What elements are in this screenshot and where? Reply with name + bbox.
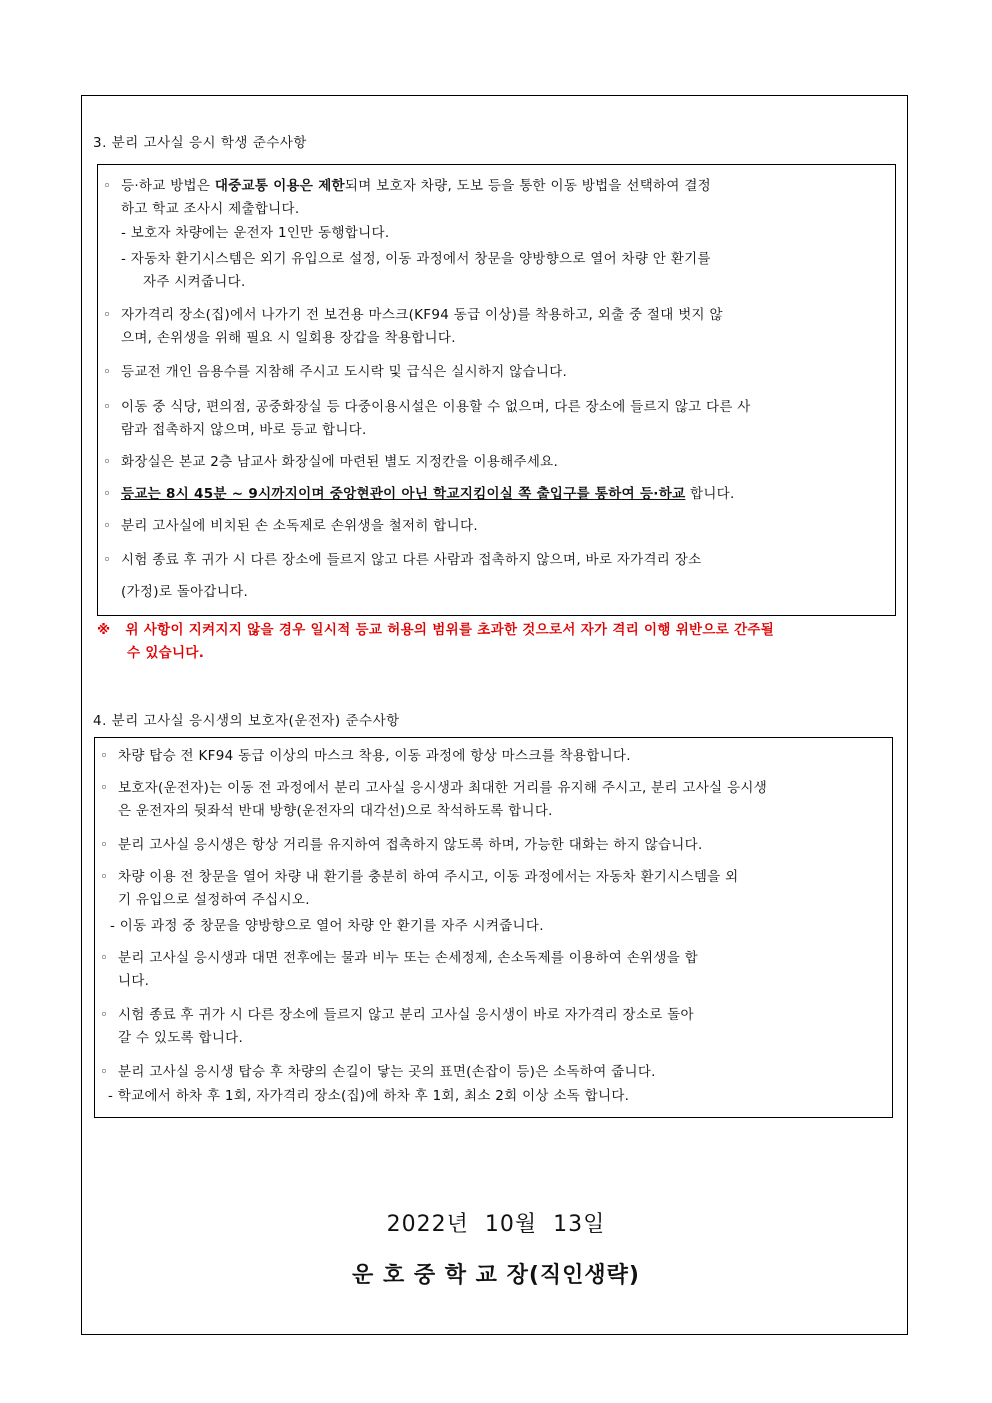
section3-item-1: ◦ 등·하교 방법은 대중교통 이용은 제한되며 보호자 차량, 도보 등을 통한 이동 방법을 선택하여 결정 하고 학교 조사시 제출합니다. [103,175,889,221]
section4-item-2: ◦ 보호자(운전자)는 이동 전 과정에서 분리 고사실 응시생과 최대한 거리를 유지해 주시고, 분리 고사실 응시생 은 운전자의 뒷좌석 반대 방향(운전자의 대각선)으로 착석하도록 합니다. [100,780,768,819]
principal-signature: 운 호 중 학 교 장(직인생략) [352,1263,640,1288]
section3-item-3: ◦ 등교전 개인 음용수를 지참해 주시고 도시락 및 급식은 실시하지 않습니다. [103,364,568,380]
bullet: ◦ [103,178,112,194]
section4-item-3: ◦ 분리 고사실 응시생은 항상 거리를 유지하여 접촉하지 않도록 하며, 가능한 대화는 하지 않습니다. [100,837,703,853]
section3-item-7: ◦ 분리 고사실에 비치된 손 소독제로 손위생을 철저히 합니다. [103,518,478,534]
section4-item-4: ◦ 차량 이용 전 창문을 열어 차량 내 환기를 충분히 하여 주시고, 이동 과정에서는 자동차 환기시스템을 외 기 유입으로 설정하여 주십시오. [100,869,739,908]
section4-sub-1: - 이동 과정 중 창문을 양방향으로 열어 차량 안 환기를 자주 시켜줍니다. [110,918,544,934]
section3-sub-2: - 자동차 환기시스템은 외기 유입으로 설정, 이동 과정에서 창문을 양방향으로 열어 차량 안 환기를 자주 시켜줍니다. [121,251,711,290]
document-date: 2022년 10월 13일 [386,1212,606,1237]
section3-title: 3. 분리 고사실 응시 학생 준수사항 [93,135,307,151]
section3-item-2: ◦ 자가격리 장소(집)에서 나가기 전 보건용 마스크(KF94 동급 이상)를 착용하고, 외출 중 절대 벗지 않 으며, 손위생을 위해 필요 시 일회용 장갑을 착용합니다. [103,307,723,346]
warning-mark: ※ [97,622,111,638]
section4-sub-2: - 학교에서 하차 후 1회, 자가격리 장소(집)에 하차 후 1회, 최소 2회 이상 소독 합니다. [108,1088,630,1104]
section4-item-7: ◦ 분리 고사실 응시생 탑승 후 차량의 손길이 닿는 곳의 표면(손잡이 등)은 소독하여 줍니다. [100,1064,656,1080]
section3-item-5: ◦ 화장실은 본교 2층 남교사 화장실에 마련된 별도 지정칸을 이용해주세요. [103,454,559,470]
section3-warning: ※ 위 사항이 지켜지지 않을 경우 일시적 등교 허용의 범위를 초과한 것으로서 자가 격리 이행 위반으로 간주될 수 있습니다. [97,622,775,661]
section3-item-8: ◦ 시험 종료 후 귀가 시 다른 장소에 들르지 않고 다른 사람과 접촉하지 않으며, 바로 자가격리 장소 (가정)로 돌아갑니다. [103,552,702,600]
section4-item-1: ◦ 차량 탑승 전 KF94 동급 이상의 마스크 착용, 이동 과정에 항상 마스크를 착용합니다. [100,748,631,764]
section3-item-4: ◦ 이동 중 식당, 편의점, 공중화장실 등 다중이용시설은 이용할 수 없으며, 다른 장소에 들르지 않고 다른 사 람과 접촉하지 않으며, 바로 등교 합니다. [103,399,751,438]
section3-item-6: ◦ 등교는 8시 45분 ~ 9시까지이며 중앙현관이 아닌 학교지킴이실 쪽 출입구를 통하여 등·하교 합니다. [103,486,735,502]
section4-item-6: ◦ 시험 종료 후 귀가 시 다른 장소에 들르지 않고 분리 고사실 응시생이 바로 자가격리 장소로 돌아 갈 수 있도록 합니다. [100,1007,694,1046]
section4-item-5: ◦ 분리 고사실 응시생과 대면 전후에는 물과 비누 또는 손세정제, 손소독제를 이용하여 손위생을 합 니다. [100,950,698,989]
section4-title: 4. 분리 고사실 응시생의 보호자(운전자) 준수사항 [93,713,400,729]
section3-sub-1: - 보호자 차량에는 운전자 1인만 동행합니다. [121,225,390,241]
